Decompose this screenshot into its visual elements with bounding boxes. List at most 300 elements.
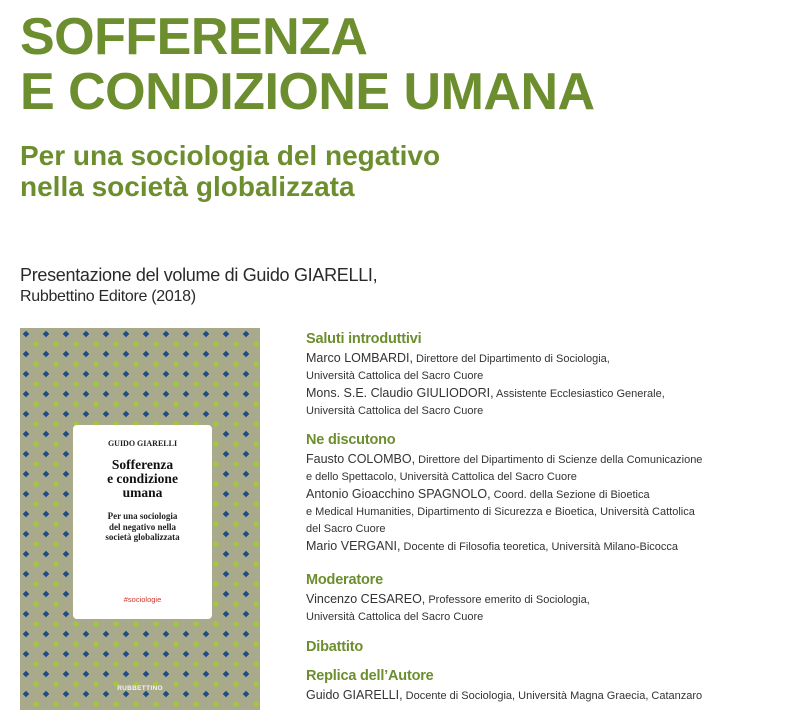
cover-diamond xyxy=(213,601,220,608)
cover-diamond xyxy=(193,341,200,348)
cover-diamond xyxy=(223,471,230,478)
cover-diamond xyxy=(53,561,60,568)
cover-diamond xyxy=(223,571,230,578)
cover-title-line: e condizione xyxy=(107,471,178,486)
cover-diamond xyxy=(33,341,40,348)
cover-diamond xyxy=(93,641,100,648)
cover-diamond xyxy=(183,631,190,638)
cover-diamond xyxy=(163,351,170,358)
cover-diamond xyxy=(53,661,60,668)
cover-diamond xyxy=(213,441,220,448)
cover-diamond xyxy=(133,661,140,668)
cover-diamond xyxy=(23,531,30,538)
cover-diamond xyxy=(243,471,250,478)
cover-diamond xyxy=(163,391,170,398)
cover-diamond xyxy=(223,411,230,418)
cover-diamond xyxy=(153,641,160,648)
cover-author: GUIDO GIARELLI xyxy=(107,439,178,448)
section-dibattito xyxy=(306,639,363,658)
cover-diamond xyxy=(193,641,200,648)
cover-diamond xyxy=(63,551,70,558)
cover-series-label: #sociologie xyxy=(123,595,162,604)
cover-diamond xyxy=(173,621,180,628)
speaker-name: Antonio Gioacchino SPAGNOLO, xyxy=(306,487,491,501)
cover-diamond xyxy=(133,621,140,628)
speaker-affiliation: Università Cattolica del Sacro Cuore xyxy=(306,611,484,623)
cover-diamond xyxy=(123,351,130,358)
cover-diamond xyxy=(43,411,50,418)
cover-diamond xyxy=(233,521,240,528)
cover-diamond xyxy=(253,641,260,648)
cover-diamond xyxy=(63,491,70,498)
cover-diamond xyxy=(213,381,220,388)
speaker-role: Direttore del Dipartimento di Scienze della Comunicazione xyxy=(415,454,703,466)
cover-diamond xyxy=(233,341,240,348)
cover-diamond xyxy=(73,701,80,708)
cover-diamond xyxy=(23,591,30,598)
cover-diamond xyxy=(163,651,170,658)
cover-diamond xyxy=(223,671,230,678)
speaker-name: Marco LOMBARDI, xyxy=(306,351,413,365)
cover-diamond xyxy=(163,371,170,378)
event-subtitle-line-2: nella società globalizzata xyxy=(20,171,355,202)
cover-diamond xyxy=(233,661,240,668)
cover-diamond xyxy=(143,671,150,678)
cover-subtitle-line: società globalizzata xyxy=(105,532,180,542)
cover-diamond xyxy=(53,401,60,408)
section-heading: Moderatore xyxy=(306,572,383,588)
cover-diamond xyxy=(33,541,40,548)
speaker-role: Assistente Ecclesiastico Generale, xyxy=(493,388,665,400)
cover-diamond xyxy=(143,391,150,398)
cover-diamond xyxy=(43,431,50,438)
cover-diamond xyxy=(253,501,260,508)
speaker-affiliation: Università Cattolica del Sacro Cuore xyxy=(306,405,484,417)
cover-diamond xyxy=(43,371,50,378)
cover-diamond xyxy=(213,421,220,428)
cover-diamond xyxy=(123,371,130,378)
cover-diamond xyxy=(53,581,60,588)
section-saluti xyxy=(306,331,665,420)
cover-diamond xyxy=(33,701,40,708)
cover-diamond xyxy=(223,431,230,438)
cover-diamond xyxy=(23,651,30,658)
cover-diamond xyxy=(63,671,70,678)
cover-diamond xyxy=(253,541,260,548)
cover-diamond xyxy=(223,511,230,518)
cover-diamond xyxy=(143,631,150,638)
cover-diamond xyxy=(213,461,220,468)
speaker-role: Coord. della Sezione di Bioetica xyxy=(490,489,650,501)
cover-diamond xyxy=(63,611,70,618)
cover-diamond xyxy=(243,491,250,498)
cover-diamond xyxy=(63,571,70,578)
cover-diamond xyxy=(43,351,50,358)
speaker-name: Mons. S.E. Claudio GIULIODORI, xyxy=(306,386,494,400)
cover-diamond xyxy=(53,361,60,368)
cover-diamond xyxy=(93,381,100,388)
cover-diamond xyxy=(53,701,60,708)
cover-diamond xyxy=(213,581,220,588)
cover-diamond xyxy=(43,611,50,618)
cover-diamond xyxy=(233,501,240,508)
cover-diamond xyxy=(43,591,50,598)
cover-diamond xyxy=(253,521,260,528)
cover-diamond xyxy=(73,661,80,668)
cover-diamond xyxy=(73,401,80,408)
cover-diamond xyxy=(33,401,40,408)
cover-diamond xyxy=(63,431,70,438)
cover-diamond xyxy=(183,671,190,678)
cover-diamond xyxy=(193,361,200,368)
cover-diamond xyxy=(53,501,60,508)
event-subtitle-line-1: Per una sociologia del negativo xyxy=(20,140,441,171)
cover-diamond xyxy=(233,481,240,488)
cover-diamond xyxy=(233,701,240,708)
cover-diamond xyxy=(133,361,140,368)
cover-diamond xyxy=(103,651,110,658)
cover-diamond xyxy=(63,531,70,538)
cover-diamond xyxy=(123,631,130,638)
cover-diamond xyxy=(103,411,110,418)
cover-diamond xyxy=(203,671,210,678)
cover-diamond xyxy=(53,521,60,528)
cover-diamond xyxy=(153,361,160,368)
cover-subtitle xyxy=(73,511,212,543)
cover-diamond xyxy=(203,651,210,658)
cover-diamond xyxy=(23,551,30,558)
cover-diamond xyxy=(33,441,40,448)
cover-diamond xyxy=(43,631,50,638)
cover-diamond xyxy=(23,331,30,338)
speaker-entry xyxy=(306,486,702,538)
cover-diamond xyxy=(153,341,160,348)
cover-diamond xyxy=(253,661,260,668)
cover-diamond xyxy=(243,331,250,338)
cover-diamond xyxy=(213,481,220,488)
section-replica xyxy=(306,668,702,705)
cover-publisher: RUBBETTINO xyxy=(117,685,163,692)
cover-diamond xyxy=(183,391,190,398)
cover-diamond xyxy=(113,621,120,628)
cover-diamond xyxy=(203,411,210,418)
cover-diamond xyxy=(223,591,230,598)
presentation-line-2: Rubbettino Editore (2018) xyxy=(20,288,196,305)
cover-diamond xyxy=(213,521,220,528)
cover-diamond xyxy=(133,341,140,348)
cover-diamond xyxy=(93,361,100,368)
cover-diamond xyxy=(233,361,240,368)
cover-diamond xyxy=(223,391,230,398)
speaker-name: Vincenzo CESAREO, xyxy=(306,592,426,606)
cover-diamond xyxy=(63,331,70,338)
cover-diamond xyxy=(83,651,90,658)
cover-diamond xyxy=(123,671,130,678)
cover-diamond xyxy=(43,671,50,678)
cover-diamond xyxy=(83,371,90,378)
cover-diamond xyxy=(23,371,30,378)
cover-diamond xyxy=(123,331,130,338)
speaker-entry xyxy=(306,538,702,556)
section-heading: Saluti introduttivi xyxy=(306,331,422,347)
cover-diamond xyxy=(223,331,230,338)
cover-diamond xyxy=(203,371,210,378)
cover-diamond xyxy=(243,451,250,458)
cover-diamond xyxy=(103,391,110,398)
cover-diamond xyxy=(243,591,250,598)
cover-diamond xyxy=(233,601,240,608)
cover-diamond xyxy=(243,511,250,518)
cover-diamond xyxy=(93,661,100,668)
cover-diamond xyxy=(33,521,40,528)
cover-diamond xyxy=(223,651,230,658)
cover-diamond xyxy=(53,421,60,428)
cover-diamond xyxy=(223,351,230,358)
cover-diamond xyxy=(243,431,250,438)
cover-diamond xyxy=(243,611,250,618)
cover-diamond xyxy=(113,701,120,708)
cover-diamond xyxy=(33,421,40,428)
cover-diamond xyxy=(193,661,200,668)
cover-diamond xyxy=(23,631,30,638)
cover-diamond xyxy=(193,621,200,628)
cover-diamond xyxy=(173,381,180,388)
cover-diamond xyxy=(103,631,110,638)
cover-diamond xyxy=(63,511,70,518)
cover-diamond xyxy=(193,381,200,388)
cover-diamond xyxy=(73,381,80,388)
cover-title-line: umana xyxy=(122,485,163,500)
section-heading: Ne discutono xyxy=(306,432,396,448)
speaker-entry xyxy=(306,350,665,385)
cover-diamond xyxy=(253,621,260,628)
speaker-entry xyxy=(306,687,702,705)
cover-diamond xyxy=(23,351,30,358)
cover-diamond xyxy=(143,331,150,338)
cover-diamond xyxy=(233,541,240,548)
speaker-entry xyxy=(306,385,665,420)
speaker-entry xyxy=(306,451,702,486)
cover-diamond xyxy=(63,391,70,398)
cover-diamond xyxy=(63,451,70,458)
cover-diamond xyxy=(203,391,210,398)
cover-diamond xyxy=(33,481,40,488)
cover-diamond xyxy=(43,571,50,578)
cover-diamond xyxy=(113,661,120,668)
cover-diamond xyxy=(253,601,260,608)
cover-diamond xyxy=(83,331,90,338)
cover-diamond xyxy=(173,641,180,648)
cover-diamond xyxy=(243,651,250,658)
event-title xyxy=(20,10,595,120)
cover-diamond xyxy=(163,671,170,678)
cover-diamond xyxy=(183,371,190,378)
section-heading: Dibattito xyxy=(306,639,363,655)
cover-diamond xyxy=(133,701,140,708)
speaker-role: Professore emerito di Sociologia, xyxy=(425,594,590,606)
cover-diamond xyxy=(123,391,130,398)
cover-diamond xyxy=(243,411,250,418)
cover-diamond xyxy=(213,541,220,548)
cover-diamond xyxy=(93,621,100,628)
cover-diamond xyxy=(33,361,40,368)
cover-diamond xyxy=(223,631,230,638)
cover-diamond xyxy=(63,471,70,478)
cover-diamond xyxy=(233,621,240,628)
cover-diamond xyxy=(243,531,250,538)
cover-diamond xyxy=(53,481,60,488)
cover-diamond xyxy=(23,471,30,478)
cover-diamond xyxy=(103,371,110,378)
cover-diamond xyxy=(53,641,60,648)
cover-diamond xyxy=(173,341,180,348)
cover-diamond xyxy=(23,671,30,678)
cover-diamond xyxy=(233,461,240,468)
speaker-affiliation: e Medical Humanities, Dipartimento di Sicurezza e Bioetica, Università Cattolica xyxy=(306,506,695,518)
cover-diamond xyxy=(253,581,260,588)
cover-diamond xyxy=(153,381,160,388)
cover-diamond xyxy=(43,651,50,658)
speaker-affiliation: e dello Spettacolo, Università Cattolica del Sacro Cuore xyxy=(306,471,577,483)
cover-diamond xyxy=(43,511,50,518)
cover-diamond xyxy=(63,631,70,638)
cover-diamond xyxy=(143,371,150,378)
book-cover xyxy=(20,328,260,710)
cover-diamond xyxy=(53,621,60,628)
cover-diamond xyxy=(103,331,110,338)
cover-diamond xyxy=(243,551,250,558)
cover-title-line: Sofferenza xyxy=(111,457,174,472)
cover-diamond xyxy=(23,571,30,578)
cover-diamond xyxy=(223,451,230,458)
cover-diamond xyxy=(33,461,40,468)
cover-diamond xyxy=(23,511,30,518)
cover-diamond xyxy=(233,581,240,588)
cover-diamond xyxy=(213,341,220,348)
cover-diamond xyxy=(113,401,120,408)
cover-diamond xyxy=(153,661,160,668)
cover-diamond xyxy=(123,651,130,658)
cover-diamond xyxy=(153,401,160,408)
cover-diamond xyxy=(253,441,260,448)
speaker-affiliation: Università Cattolica del Sacro Cuore xyxy=(306,370,484,382)
cover-diamond xyxy=(53,541,60,548)
cover-diamond xyxy=(233,401,240,408)
cover-diamond xyxy=(173,361,180,368)
cover-diamond xyxy=(113,381,120,388)
cover-diamond xyxy=(243,671,250,678)
cover-diamond xyxy=(73,621,80,628)
cover-diamond xyxy=(223,611,230,618)
cover-diamond xyxy=(93,401,100,408)
cover-diamond xyxy=(233,561,240,568)
cover-diamond xyxy=(253,381,260,388)
cover-diamond xyxy=(173,661,180,668)
cover-title-panel xyxy=(73,425,212,619)
cover-diamond xyxy=(93,701,100,708)
cover-diamond xyxy=(143,351,150,358)
cover-diamond xyxy=(43,531,50,538)
cover-diamond xyxy=(63,371,70,378)
cover-diamond xyxy=(63,411,70,418)
cover-diamond xyxy=(83,351,90,358)
cover-diamond xyxy=(53,601,60,608)
cover-diamond xyxy=(113,641,120,648)
cover-title xyxy=(73,458,212,500)
cover-diamond xyxy=(213,621,220,628)
cover-diamond xyxy=(253,361,260,368)
cover-diamond xyxy=(43,471,50,478)
cover-diamond xyxy=(83,631,90,638)
cover-diamond xyxy=(183,351,190,358)
cover-diamond xyxy=(253,341,260,348)
cover-diamond xyxy=(43,551,50,558)
cover-diamond xyxy=(153,701,160,708)
cover-diamond xyxy=(183,651,190,658)
cover-diamond xyxy=(123,411,130,418)
cover-diamond xyxy=(143,651,150,658)
cover-diamond xyxy=(113,361,120,368)
cover-diamond xyxy=(133,401,140,408)
cover-diamond xyxy=(43,451,50,458)
speaker-role: Direttore del Dipartimento di Sociologia, xyxy=(412,353,610,365)
cover-diamond xyxy=(203,331,210,338)
cover-diamond xyxy=(253,461,260,468)
cover-diamond xyxy=(43,331,50,338)
cover-diamond xyxy=(233,421,240,428)
cover-diamond xyxy=(63,351,70,358)
cover-diamond xyxy=(213,641,220,648)
cover-diamond xyxy=(33,641,40,648)
cover-diamond xyxy=(53,381,60,388)
cover-diamond xyxy=(223,531,230,538)
event-subtitle xyxy=(20,140,440,202)
speaker-name: Fausto COLOMBO, xyxy=(306,452,416,466)
cover-diamond xyxy=(253,481,260,488)
cover-diamond xyxy=(193,701,200,708)
cover-diamond xyxy=(83,391,90,398)
cover-diamond xyxy=(33,661,40,668)
cover-diamond xyxy=(73,641,80,648)
cover-diamond xyxy=(33,501,40,508)
cover-diamond xyxy=(23,451,30,458)
presentation-line-1: Presentazione del volume di Guido GIARELLI, xyxy=(20,265,378,285)
cover-diamond xyxy=(53,341,60,348)
cover-diamond xyxy=(163,331,170,338)
cover-diamond xyxy=(103,671,110,678)
cover-diamond xyxy=(33,561,40,568)
cover-diamond xyxy=(243,391,250,398)
cover-diamond xyxy=(73,361,80,368)
cover-diamond xyxy=(83,671,90,678)
cover-diamond xyxy=(93,341,100,348)
cover-diamond xyxy=(213,661,220,668)
cover-diamond xyxy=(23,491,30,498)
cover-diamond xyxy=(223,551,230,558)
cover-diamond xyxy=(213,701,220,708)
section-discutono xyxy=(306,432,702,556)
cover-diamond xyxy=(43,391,50,398)
cover-diamond xyxy=(83,411,90,418)
cover-diamond xyxy=(213,561,220,568)
cover-subtitle-line: Per una sociologia xyxy=(107,511,178,521)
cover-diamond xyxy=(163,411,170,418)
cover-diamond xyxy=(243,351,250,358)
cover-diamond xyxy=(183,331,190,338)
cover-diamond xyxy=(153,621,160,628)
cover-diamond xyxy=(53,441,60,448)
cover-diamond xyxy=(23,431,30,438)
